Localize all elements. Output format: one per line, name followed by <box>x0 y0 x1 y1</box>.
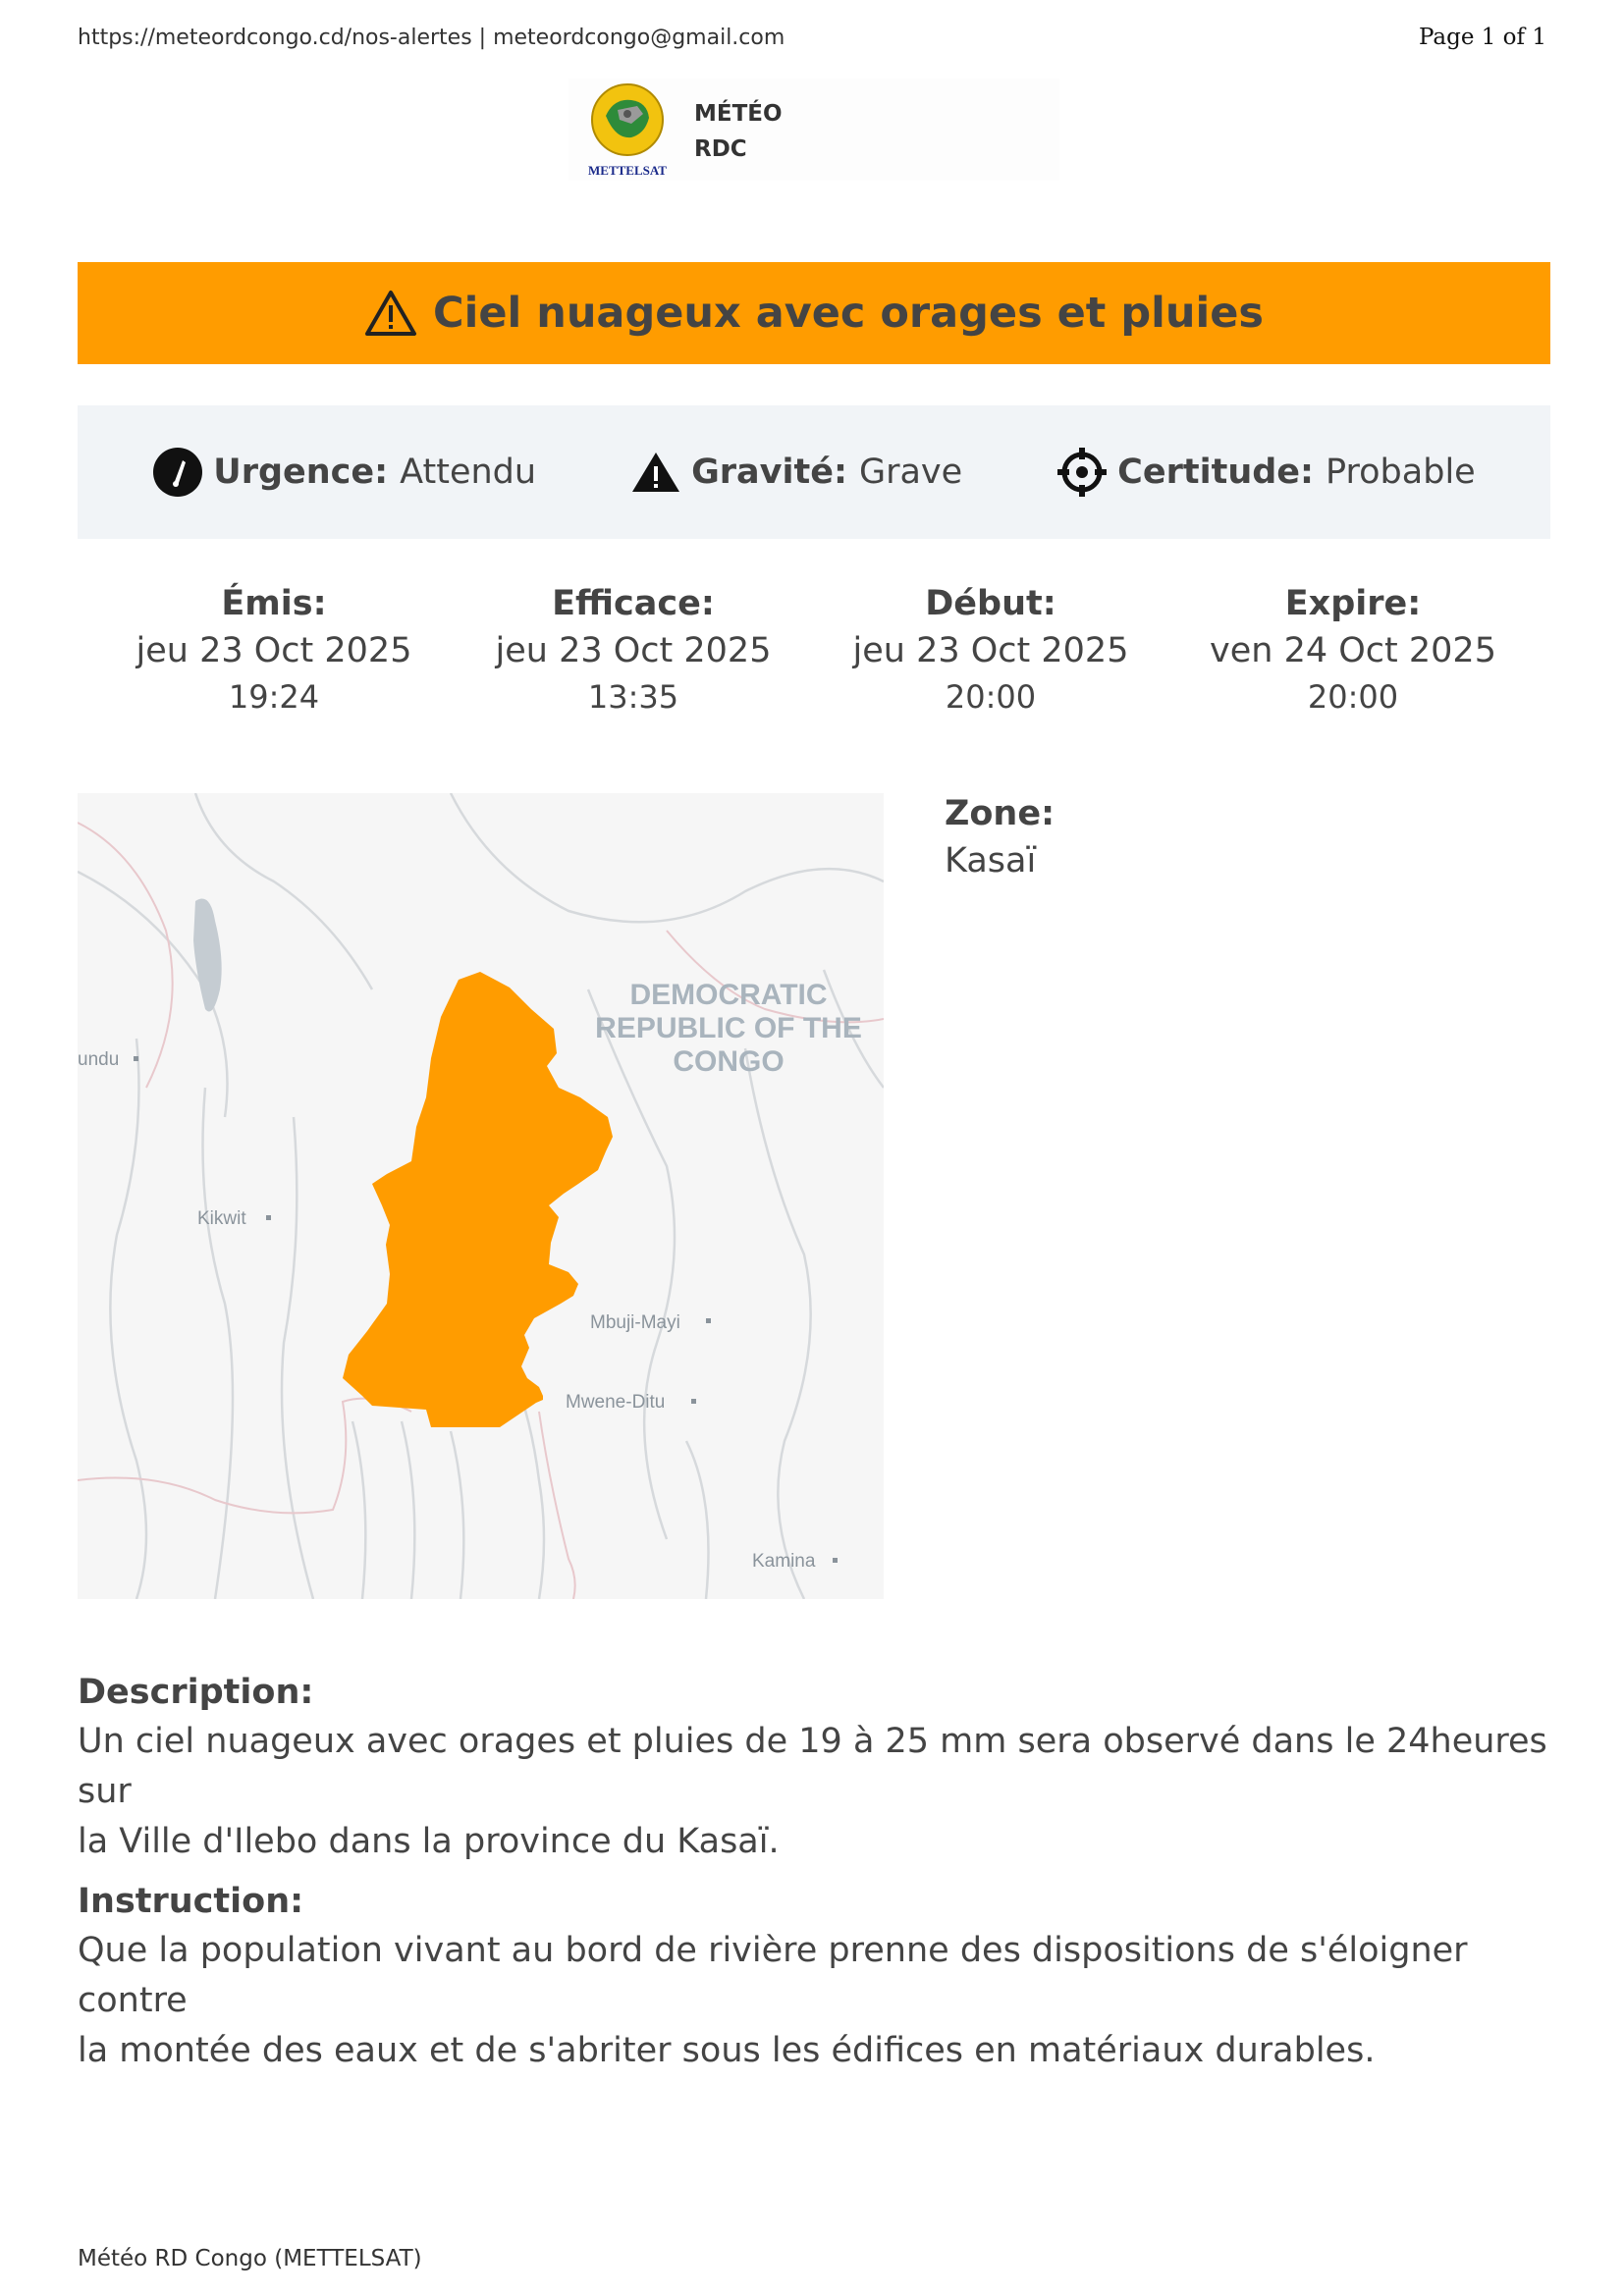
date-value: jeu 23 Oct 2025 <box>135 631 412 670</box>
date-label: Début: <box>925 584 1056 623</box>
date-start <box>834 581 1148 719</box>
logo <box>568 79 1059 181</box>
zone-info <box>945 791 1055 885</box>
severity-value: Grave <box>858 453 963 492</box>
logo-line-1: MÉTÉO <box>694 101 783 127</box>
mettelsat-emblem-icon <box>588 80 667 179</box>
alert-meta <box>78 405 1550 539</box>
date-label: Expire: <box>1284 584 1422 623</box>
time-value: 19:24 <box>228 678 320 716</box>
time-value: 13:35 <box>587 678 679 716</box>
country-label-line-1: DEMOCRATIC <box>629 979 828 1011</box>
zone-label: Zone: <box>945 794 1056 833</box>
date-value: ven 24 Oct 2025 <box>1210 631 1496 670</box>
alert-dates <box>78 581 1550 728</box>
page-footer: Météo RD Congo (METTELSAT) <box>78 2246 422 2271</box>
page-number: Page 1 of 1 <box>1418 25 1546 50</box>
page-source-header: https://meteordcongo.cd/nos-alertes | meteordcongo@gmail.com <box>78 26 785 50</box>
map-canvas <box>78 793 884 1599</box>
country-label-line-2: REPUBLIC OF THE <box>595 1012 862 1044</box>
date-label: Émis: <box>221 584 327 623</box>
instruction-line-1: Que la population vivant au bord de rivière prenne des dispositions de s'éloigner contre <box>78 1931 1468 2020</box>
description-label: Description: <box>78 1673 314 1712</box>
city-label: Kamina <box>752 1551 816 1572</box>
country-label-line-3: CONGO <box>673 1045 785 1078</box>
date-expire <box>1196 581 1510 719</box>
date-value: jeu 23 Oct 2025 <box>495 631 772 670</box>
logo-line-2: RDC <box>694 136 747 162</box>
city-label: Kikwit <box>197 1208 246 1229</box>
alert-map <box>78 793 884 1599</box>
urgency-gauge-icon <box>152 447 203 498</box>
description-section <box>78 1668 1550 1867</box>
date-value: jeu 23 Oct 2025 <box>852 631 1129 670</box>
certainty-value: Probable <box>1326 453 1476 492</box>
emblem-label: METTELSAT <box>588 163 667 178</box>
time-value: 20:00 <box>945 678 1037 716</box>
alert-title: Ciel nuageux avec orages et pluies <box>433 289 1264 338</box>
severity <box>630 447 962 498</box>
zone-value: Kasaï <box>945 841 1037 881</box>
instruction-line-2: la montée des eaux et de s'abriter sous les édifices en matériaux durables. <box>78 2031 1376 2070</box>
instruction-section <box>78 1877 1550 2076</box>
urgency-value: Attendu <box>400 453 537 492</box>
warning-triangle-icon <box>364 289 417 338</box>
date-issued <box>117 581 431 719</box>
severity-label: Gravité: <box>691 453 847 492</box>
certainty-label: Certitude: <box>1117 453 1315 492</box>
description-line-2: la Ville d'Ilebo dans la province du Kasaï. <box>78 1822 780 1861</box>
date-effective <box>476 581 790 719</box>
certainty <box>1056 447 1476 498</box>
severity-warning-icon <box>630 447 681 498</box>
urgency-label: Urgence: <box>213 453 389 492</box>
urgency <box>152 447 536 498</box>
instruction-label: Instruction: <box>78 1882 304 1921</box>
crosshairs-icon <box>1056 447 1108 498</box>
city-label: undu <box>78 1049 120 1070</box>
time-value: 20:00 <box>1307 678 1399 716</box>
city-label: Mbuji-Mayi <box>590 1312 680 1333</box>
date-label: Efficace: <box>552 584 715 623</box>
alert-banner <box>78 262 1550 364</box>
city-label: Mwene-Ditu <box>566 1392 666 1413</box>
description-line-1: Un ciel nuageux avec orages et pluies de 19 à 25 mm sera observé dans le 24heures sur <box>78 1722 1547 1811</box>
